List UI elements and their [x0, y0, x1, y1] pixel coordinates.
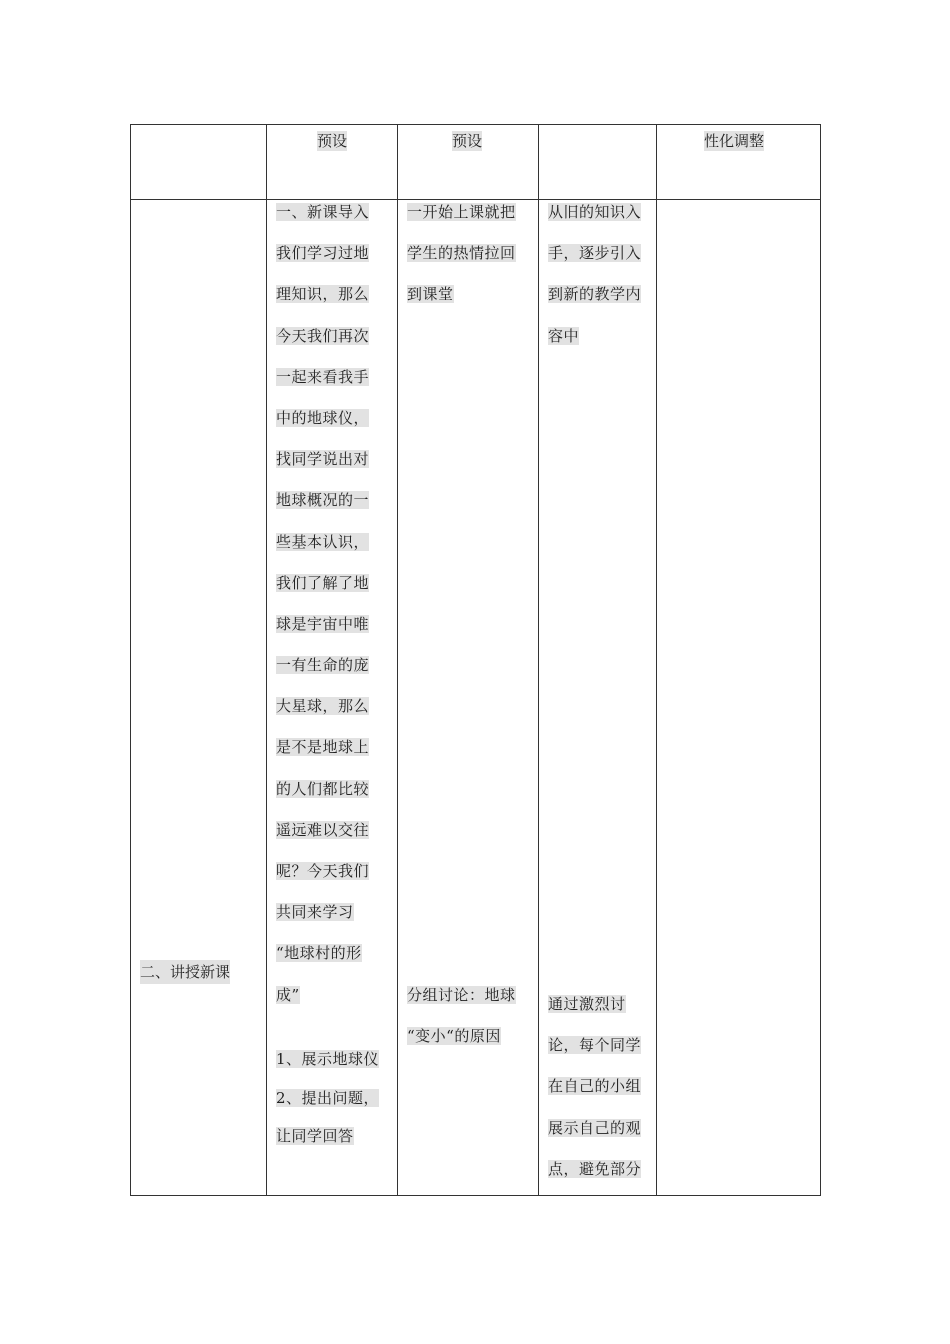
- table-header-row: [131, 125, 821, 200]
- text-line: 到课堂: [407, 285, 454, 304]
- header-cell-blank-2: [539, 125, 657, 200]
- header-col3-label: 预设: [452, 132, 483, 150]
- text-line: 地球概况的一: [276, 491, 370, 510]
- teacher-steps-text: [276, 1047, 389, 1163]
- text-line: 一开始上课就把: [407, 203, 516, 221]
- header-cell-preset-1: [267, 125, 398, 200]
- header-col2-label: 预设: [317, 132, 348, 150]
- text-line: “变小“的原因: [407, 1027, 501, 1046]
- text-line: 到新的教学内: [548, 285, 642, 304]
- text-line: 手，逐步引入: [548, 244, 642, 263]
- header-cell-blank: [131, 125, 267, 200]
- text-line: 理知识，那么: [276, 285, 370, 304]
- text-line: 通过激烈讨: [548, 995, 626, 1013]
- text-line: 一起来看我手: [276, 367, 370, 386]
- text-line: 分组讨论：地球: [407, 986, 516, 1004]
- text-line: 大星球，那么: [276, 697, 370, 716]
- student-activity-cell: [398, 200, 539, 1196]
- text-line: 让同学回答: [276, 1127, 354, 1145]
- text-line: 我们了解了地: [276, 573, 370, 592]
- design-intro-text: [548, 200, 648, 365]
- section-label: 二、讲授新课: [140, 960, 230, 984]
- text-line: 球是宇宙中唯: [276, 614, 370, 633]
- text-line: 呢？今天我们: [276, 862, 370, 880]
- student-discussion-text: [407, 983, 530, 1065]
- text-line: 找同学说出对: [276, 450, 370, 469]
- text-line: 的人们都比较: [276, 779, 370, 798]
- text-line: 是不是地球上: [276, 738, 370, 757]
- text-line: 容中: [548, 326, 580, 345]
- design-intent-cell: [539, 200, 657, 1196]
- text-line: 中的地球仪，: [276, 408, 370, 427]
- text-line: 1、展示地球仪: [276, 1050, 380, 1068]
- header-col5-label: 性化调整: [704, 132, 765, 150]
- header-cell-adjustment: [657, 125, 821, 200]
- text-line: 遥远难以交往: [276, 820, 370, 839]
- text-line: 些基本认识，: [276, 532, 370, 551]
- text-line: 论，每个同学: [548, 1036, 642, 1055]
- section-cell: [131, 200, 267, 1196]
- text-line: 今天我们再次: [276, 326, 370, 345]
- text-line: 学生的热情拉回: [407, 244, 516, 263]
- header-cell-preset-2: [398, 125, 539, 200]
- lesson-plan-table: [130, 124, 821, 1196]
- adjustment-cell: [657, 200, 821, 1196]
- text-line: 我们学习过地: [276, 244, 370, 263]
- text-line: 展示自己的观: [548, 1118, 642, 1137]
- text-line: 从旧的知识入: [548, 203, 642, 221]
- text-line: 在自己的小组: [548, 1077, 642, 1096]
- text-line: 一有生命的庞: [276, 656, 370, 675]
- text-line: 成”: [276, 985, 300, 1004]
- text-line: 共同来学习: [276, 903, 354, 922]
- text-line: “地球村的形: [276, 944, 362, 963]
- design-discussion-text: [548, 992, 648, 1198]
- teacher-intro-text: [276, 200, 389, 1024]
- text-line: 2、提出问题，: [276, 1088, 380, 1107]
- text-line: 点，避免部分: [548, 1159, 642, 1178]
- table-body-row: [131, 200, 821, 1196]
- teacher-activity-cell: [267, 200, 398, 1196]
- student-intro-text: [407, 200, 530, 324]
- text-line: 一、新课导入: [276, 203, 370, 221]
